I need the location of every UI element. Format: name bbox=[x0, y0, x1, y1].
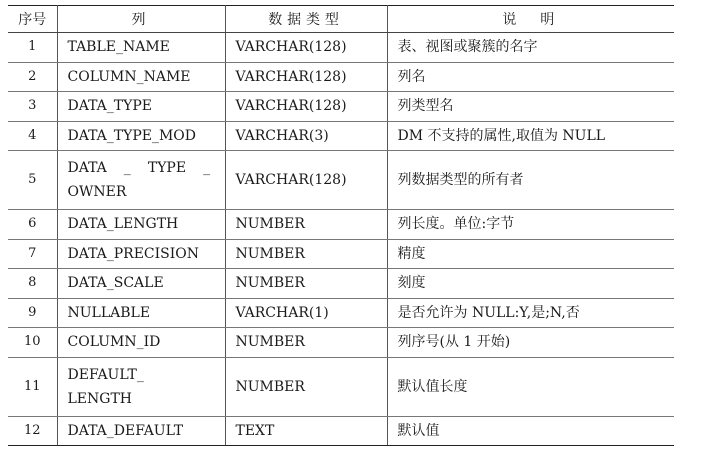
row-description: DM 不支持的属性,取值为 NULL bbox=[387, 121, 674, 151]
header-column: 列 bbox=[57, 6, 225, 33]
row-index: 11 bbox=[8, 357, 57, 416]
row-description: 是否允许为 NULL:Y,是;N,否 bbox=[387, 298, 674, 328]
column-definition-table-container bbox=[8, 5, 674, 446]
row-data-type: NUMBER bbox=[225, 328, 387, 358]
row-index: 4 bbox=[8, 121, 57, 151]
row-data-type: TEXT bbox=[225, 416, 387, 446]
row-data-type: NUMBER bbox=[225, 357, 387, 416]
row-description: 列序号(从 1 开始) bbox=[387, 328, 674, 358]
table-row bbox=[8, 416, 674, 446]
table-row bbox=[8, 210, 674, 240]
column-definition-table bbox=[8, 5, 674, 446]
table-row bbox=[8, 357, 674, 416]
table-row bbox=[8, 62, 674, 92]
row-index: 9 bbox=[8, 298, 57, 328]
table-row bbox=[8, 92, 674, 122]
table-row bbox=[8, 269, 674, 299]
header-description: 说 明 bbox=[387, 6, 674, 33]
row-column-name bbox=[57, 357, 225, 416]
row-data-type: VARCHAR(128) bbox=[225, 62, 387, 92]
row-column-name: COLUMN_ID bbox=[57, 328, 225, 358]
row-description: 列名 bbox=[387, 62, 674, 92]
row-data-type: VARCHAR(3) bbox=[225, 121, 387, 151]
row-description: 精度 bbox=[387, 239, 674, 269]
row-column-name-line-2: LENGTH bbox=[67, 390, 132, 407]
row-column-name-line-1: DEFAULT_ bbox=[67, 366, 144, 383]
row-column-name: TABLE_NAME bbox=[57, 33, 225, 63]
row-column-name: DATA_LENGTH bbox=[57, 210, 225, 240]
table-row bbox=[8, 298, 674, 328]
row-index: 7 bbox=[8, 239, 57, 269]
row-index: 12 bbox=[8, 416, 57, 446]
table-row bbox=[8, 33, 674, 63]
row-description: 列类型名 bbox=[387, 92, 674, 122]
row-index: 10 bbox=[8, 328, 57, 358]
header-data-type: 数据类型 bbox=[225, 6, 387, 33]
row-description: 列数据类型的所有者 bbox=[387, 151, 674, 210]
table-row bbox=[8, 151, 674, 210]
header-index: 序号 bbox=[8, 6, 57, 33]
row-index: 2 bbox=[8, 62, 57, 92]
row-description: 刻度 bbox=[387, 269, 674, 299]
row-column-name-line-2: OWNER bbox=[67, 184, 127, 200]
row-description: 默认值 bbox=[387, 416, 674, 446]
row-data-type: VARCHAR(128) bbox=[225, 151, 387, 210]
row-column-name: DATA_PRECISION bbox=[57, 239, 225, 269]
row-description: 列长度。单位:字节 bbox=[387, 210, 674, 240]
row-index: 1 bbox=[8, 33, 57, 63]
row-column-name bbox=[57, 151, 225, 210]
row-column-name: COLUMN_NAME bbox=[57, 62, 225, 92]
table-row bbox=[8, 239, 674, 269]
row-column-name: DATA_SCALE bbox=[57, 269, 225, 299]
row-data-type: NUMBER bbox=[225, 239, 387, 269]
row-data-type: VARCHAR(128) bbox=[225, 92, 387, 122]
row-index: 6 bbox=[8, 210, 57, 240]
row-data-type: VARCHAR(128) bbox=[225, 33, 387, 63]
row-column-name: NULLABLE bbox=[57, 298, 225, 328]
row-description: 表、视图或聚簇的名字 bbox=[387, 33, 674, 63]
row-data-type: VARCHAR(1) bbox=[225, 298, 387, 328]
row-description: 默认值长度 bbox=[387, 357, 674, 416]
row-index: 5 bbox=[8, 151, 57, 210]
row-column-name: DATA_TYPE bbox=[57, 92, 225, 122]
table-row bbox=[8, 121, 674, 151]
row-index: 3 bbox=[8, 92, 57, 122]
table-row bbox=[8, 328, 674, 358]
row-data-type: NUMBER bbox=[225, 210, 387, 240]
row-index: 8 bbox=[8, 269, 57, 299]
row-column-name: DATA_TYPE_MOD bbox=[57, 121, 225, 151]
row-column-name-line-1: DATA _ TYPE _ bbox=[67, 160, 211, 176]
row-data-type: NUMBER bbox=[225, 269, 387, 299]
row-column-name: DATA_DEFAULT bbox=[57, 416, 225, 446]
table-header-row bbox=[8, 6, 674, 33]
